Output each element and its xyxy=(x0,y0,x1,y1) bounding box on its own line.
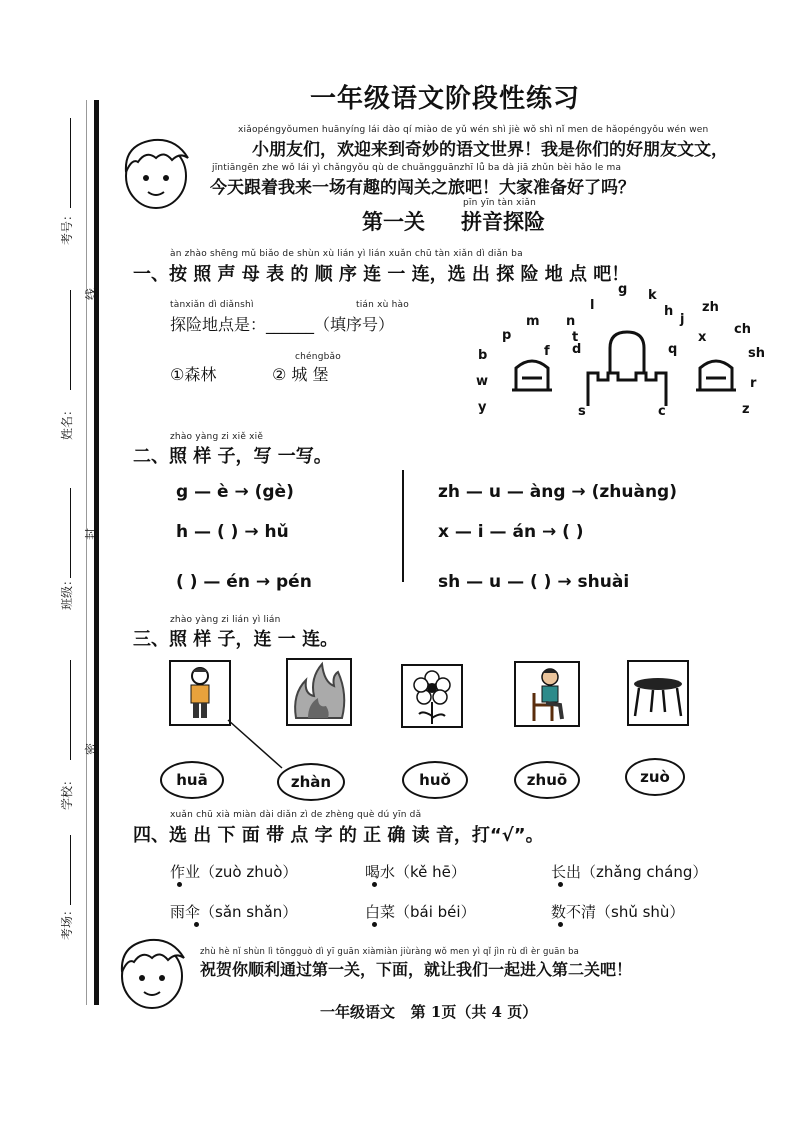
side-label-class: 班级： xyxy=(60,573,74,610)
dot-ch: ch xyxy=(734,322,751,337)
q1-answer-blank[interactable]: 探险地点是：______（填序号） xyxy=(170,315,395,334)
page-title: 一年级语文阶段性练习 xyxy=(310,84,581,114)
outro-text: 祝贺你顺利通过第一关，下面，就让我们一起进入第二关吧！ xyxy=(200,960,633,979)
dot-c: c xyxy=(658,404,666,419)
oval-huo[interactable]: huǒ xyxy=(402,761,468,799)
name-underline xyxy=(70,290,71,390)
sitting-boy-icon xyxy=(516,663,578,725)
q2-left-row-1[interactable]: g — è → (gè) xyxy=(176,482,294,502)
dot-k: k xyxy=(648,288,657,303)
q3-question: 三、照 样 子，连 一 连。 xyxy=(133,629,339,650)
dot-j: j xyxy=(680,312,685,327)
exam-no-underline xyxy=(70,118,71,208)
dot-q: q xyxy=(668,342,678,357)
emphasis-dot-shu xyxy=(558,922,563,927)
left-tower-icon xyxy=(512,354,552,394)
dot-puzzle[interactable] xyxy=(470,280,780,430)
intro-line1: 小朋友们，欢迎来到奇妙的语文世界！我是你们的好朋友文文， xyxy=(252,140,728,160)
dot-p: p xyxy=(502,328,512,343)
q1-answer-pinyin2: tián xù hào xyxy=(356,300,409,310)
q4-pinyin: xuǎn chū xià miàn dài diǎn zì de zhèng què dú yīn dǎ xyxy=(170,810,422,820)
class-underline xyxy=(70,488,71,578)
dot-w: w xyxy=(476,374,489,389)
flower-icon xyxy=(403,666,461,726)
side-label-line: 线 xyxy=(84,287,98,300)
oval-zhan[interactable]: zhàn xyxy=(277,763,345,801)
q1-option-pinyin: chéngbǎo xyxy=(295,352,341,362)
dot-s: s xyxy=(578,404,586,419)
page-footer: 一年级语文 第 1页（共 4 页） xyxy=(320,1003,538,1021)
picture-boy-standing xyxy=(169,660,231,726)
side-label-name: 姓名： xyxy=(60,403,74,440)
side-label-room: 考场： xyxy=(60,903,74,940)
emphasis-dot-zuo xyxy=(177,882,182,887)
side-label-secret: 密 xyxy=(84,742,98,755)
q2-right-row-3[interactable]: sh — u — ( ) → shuài xyxy=(438,572,630,592)
stage-pinyin: pīn yīn tàn xiǎn xyxy=(463,198,537,208)
intro-line2: 今天跟着我来一场有趣的闯关之旅吧！大家准备好了吗？ xyxy=(210,178,635,198)
q4-item-zuoye[interactable]: 作业（zuò zhuò） xyxy=(170,863,298,881)
picture-boy-sitting xyxy=(514,661,580,727)
q3-pinyin: zhào yàng zi lián yì lián xyxy=(170,615,281,625)
stage-label: 第一关 xyxy=(362,210,425,234)
standing-boy-icon xyxy=(171,662,229,724)
q4-item-yusan[interactable]: 雨伞（sǎn shǎn） xyxy=(170,903,298,921)
emphasis-dot-he xyxy=(372,882,377,887)
oval-hua[interactable]: huā xyxy=(160,761,224,799)
dot-x: x xyxy=(698,330,707,345)
school-underline xyxy=(70,660,71,760)
dot-n: n xyxy=(566,314,576,329)
example-connector-line xyxy=(226,718,286,770)
q1-answer-pinyin: tànxiǎn dì diǎnshì xyxy=(170,300,254,310)
emphasis-dot-zhang xyxy=(558,882,563,887)
q2-left-row-3[interactable]: ( ) — én → pén xyxy=(176,572,312,592)
dot-r: r xyxy=(750,376,757,391)
intro-line1-pinyin: xiǎopéngyǒumen huānyíng lái dào qí miào de yǔ wén shì jiè wǒ shì nǐ men de hǎopéngyǒu wén wen xyxy=(238,125,709,135)
q1-option-forest: ①森林 xyxy=(170,365,217,384)
q4-question: 四、选 出 下 面 带 点 字 的 正 确 读 音，打“√”。 xyxy=(133,825,544,846)
oval-zhuo[interactable]: zhuō xyxy=(514,761,580,799)
outro-pinyin: zhù hè nǐ shùn lì tōngguò dì yī guān xiàmiàn jiùràng wǒ men yì qǐ jìn rù dì èr guān ba xyxy=(200,947,580,957)
dot-b: b xyxy=(478,348,488,363)
dot-m: m xyxy=(526,314,540,329)
q2-right-row-1[interactable]: zh — u — àng → (zhuàng) xyxy=(438,482,677,502)
q1-question: 一、按 照 声 母 表 的 顺 序 连 一 连，选 出 探 险 地 点 吧！ xyxy=(133,264,630,285)
castle-icon xyxy=(582,328,672,406)
boy-avatar-icon xyxy=(116,132,198,214)
dot-sh: sh xyxy=(748,346,765,361)
q4-item-zhangchu[interactable]: 长出（zhǎng cháng） xyxy=(551,863,708,881)
dot-y: y xyxy=(478,400,487,415)
emphasis-dot-bai xyxy=(372,922,377,927)
emphasis-dot-san xyxy=(194,922,199,927)
oval-zuo[interactable]: zuò xyxy=(625,758,685,796)
q4-item-heshui[interactable]: 喝水（kě hē） xyxy=(365,863,466,881)
boy-avatar-bottom-icon xyxy=(112,932,194,1014)
intro-line2-pinyin: jīntiāngēn zhe wǒ lái yì chǎngyǒu qù de chuǎngguānzhī lǚ ba dà jiā zhǔn bèi hǎo le ma xyxy=(212,163,622,173)
picture-fire xyxy=(286,658,352,726)
binding-line xyxy=(94,100,99,1005)
q2-question: 二、照 样 子，写 一写。 xyxy=(133,446,332,467)
table-icon xyxy=(629,662,687,724)
right-tower-icon xyxy=(696,354,736,394)
dot-f: f xyxy=(544,344,550,359)
dot-zh: zh xyxy=(702,300,719,315)
dot-t: t xyxy=(572,330,579,345)
side-label-school: 学校： xyxy=(60,773,74,810)
fire-icon xyxy=(288,660,350,724)
dot-h: h xyxy=(664,304,674,319)
picture-flower xyxy=(401,664,463,728)
q2-divider xyxy=(402,470,404,582)
q1-option-castle: ② 城 堡 xyxy=(272,365,329,384)
q1-pinyin: àn zhào shēng mǔ biǎo de shùn xù lián yì lián xuǎn chū tàn xiǎn dì diǎn ba xyxy=(170,249,523,259)
dot-l: l xyxy=(590,298,595,313)
stage-name: 拼音探险 xyxy=(461,210,545,234)
side-label-exam-no: 考号： xyxy=(60,208,74,245)
q4-item-baicai[interactable]: 白菜（bái béi） xyxy=(365,903,476,921)
q2-left-row-2[interactable]: h — ( ) → hǔ xyxy=(176,522,289,542)
binding-line-thin xyxy=(86,100,87,1005)
picture-table xyxy=(627,660,689,726)
dot-g: g xyxy=(618,282,628,297)
q2-right-row-2[interactable]: x — i — án → ( ) xyxy=(438,522,584,542)
side-label-seal: 封 xyxy=(84,527,98,540)
dot-d: d xyxy=(572,342,582,357)
dot-z: z xyxy=(742,402,750,417)
q2-pinyin: zhào yàng zi xiě xiě xyxy=(170,432,264,442)
q4-item-shubuqing[interactable]: 数不清（shǔ shù） xyxy=(551,903,685,921)
room-underline xyxy=(70,835,71,905)
